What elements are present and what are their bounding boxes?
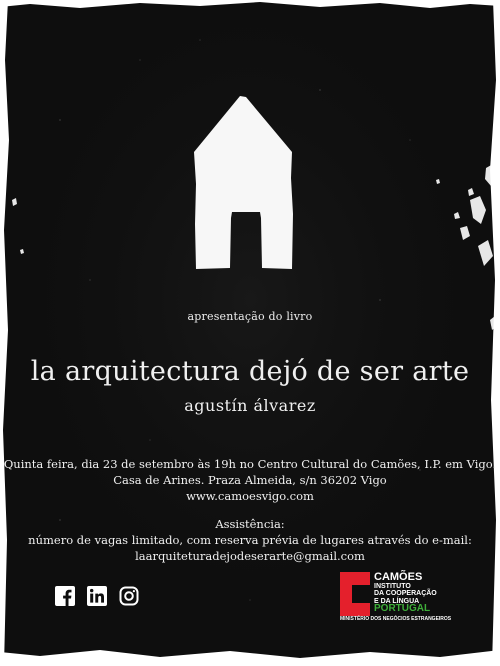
logo-name: CAMÕES <box>374 571 423 583</box>
assistance-heading: Assistência: <box>215 517 285 531</box>
camoes-logo <box>340 572 462 622</box>
logo-subtitle <box>374 583 437 605</box>
assistance-email-link[interactable]: laarquiteturadejodeserarte@gmail.com <box>135 549 365 563</box>
subtitle: apresentação do livro <box>187 310 313 323</box>
logo-line-1: INSTITUTO <box>374 583 411 590</box>
logo-line-3: E DA LÍNGUA <box>374 597 420 605</box>
event-website-link[interactable]: www.camoesvigo.com <box>186 489 314 503</box>
logo-ministry: MINISTÉRIO DOS NEGÓCIOS ESTRANGEIROS <box>340 616 452 622</box>
event-address-line: Casa de Arines. Praza Almeida, s/n 36202 Vigo <box>113 473 387 487</box>
linkedin-icon[interactable] <box>87 586 107 606</box>
logo-line-2: DA COOPERAÇÃO <box>374 590 437 598</box>
event-date-line: Quinta feira, dia 23 de setembro às 19h no Centro Cultural do Camões, I.P. em Vigo. <box>3 457 497 471</box>
author-name: agustín álvarez <box>184 396 316 415</box>
social-icons <box>55 586 139 606</box>
camoes-c-mark-icon <box>340 572 370 616</box>
logo-country: PORTUGAL <box>374 603 431 614</box>
event-details <box>0 456 500 504</box>
instagram-icon[interactable] <box>119 586 139 606</box>
assistance-text: número de vagas limitado, com reserva prévia de lugares através do e-mail: <box>28 533 472 547</box>
facebook-icon[interactable] <box>55 586 75 606</box>
book-title: la arquitectura dejó de ser arte <box>30 356 470 387</box>
assistance-info <box>0 516 500 564</box>
house-illustration <box>188 94 300 270</box>
